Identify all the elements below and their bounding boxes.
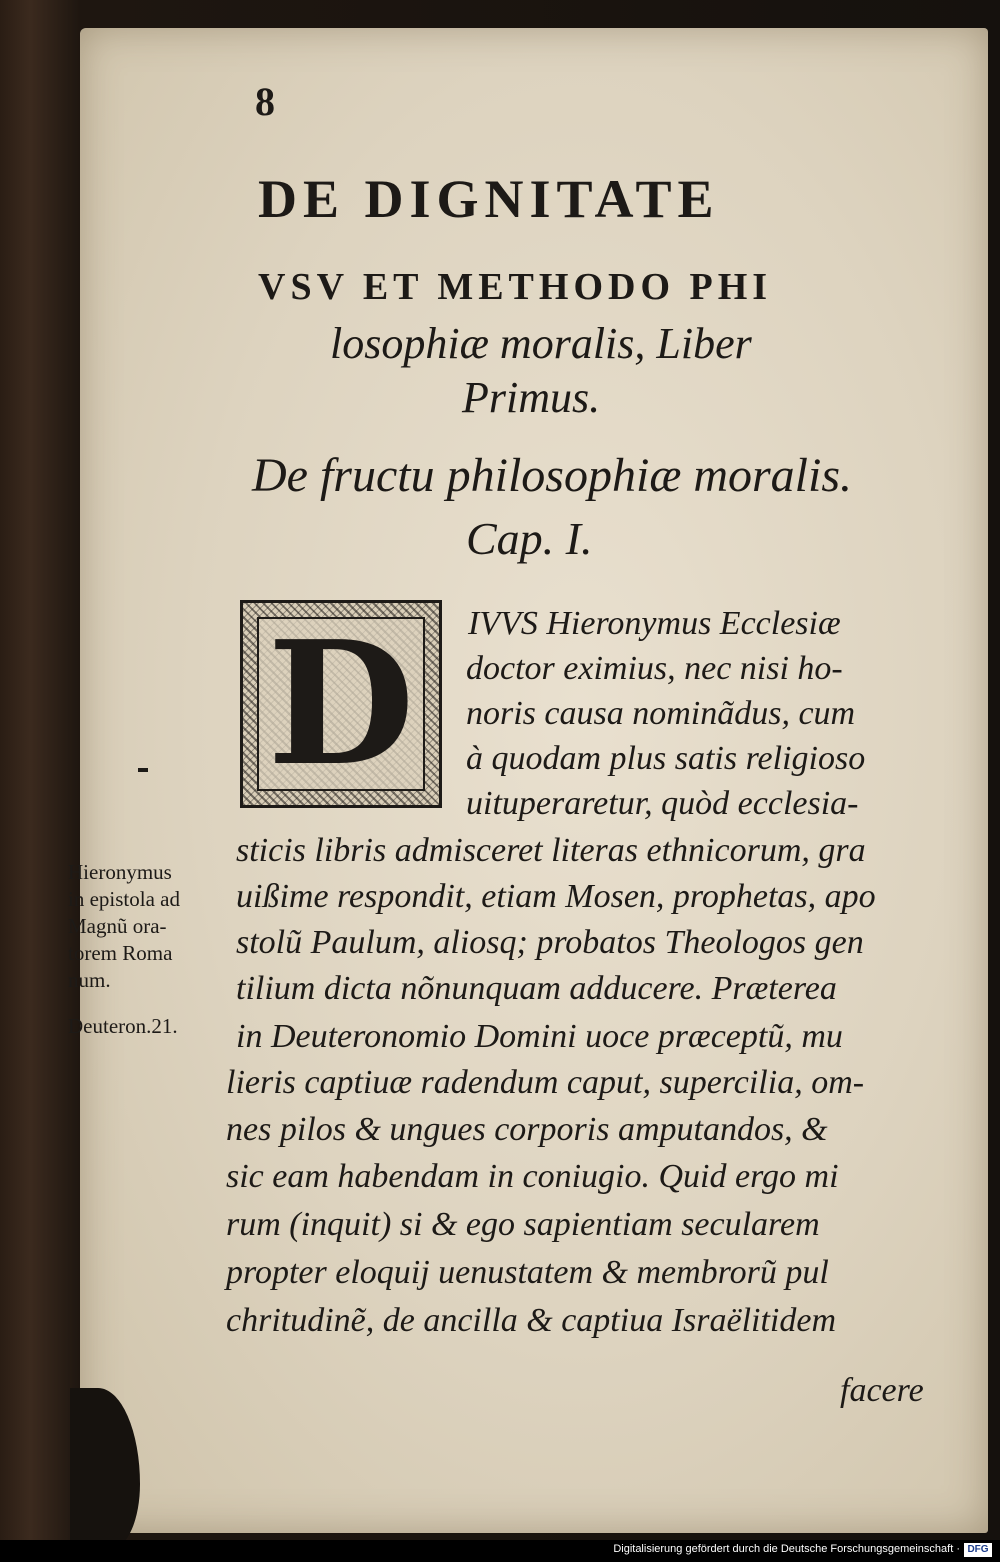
margin-reference: Deuteron.21. [68, 1014, 178, 1038]
body-line: sic eam habendam in coniugio. Quid ergo mi [226, 1158, 839, 1195]
title-line-2: VSV ET METHODO PHI [258, 266, 773, 308]
dfg-logo[interactable]: DFG [964, 1543, 992, 1557]
margin-note-line: Hieronymus [68, 860, 172, 884]
body-line: uituperaretur, quòd ecclesia- [466, 785, 859, 822]
page-number: 8 [255, 79, 275, 124]
body-line: stolũ Paulum, aliosq; probatos Theologos gen [236, 924, 864, 961]
body-line: IVVS Hieronymus Ecclesiæ [468, 605, 841, 642]
title-line-1: DE DIGNITATE [258, 169, 720, 229]
margin-note-line: num. [68, 968, 111, 992]
initial-letter: D [267, 604, 415, 804]
body-line: noris causa nominãdus, cum [466, 695, 856, 732]
body-line: rum (inquit) si & ego sapientiam secularem [226, 1206, 820, 1243]
body-line: tilium dicta nõnunquam adducere. Præterea [236, 970, 837, 1007]
margin-note-line: Magnũ ora- [68, 914, 167, 938]
body-line: chritudinẽ, de ancilla & captiua Israëlitidem [226, 1302, 837, 1339]
body-line: doctor eximius, nec nisi ho- [466, 650, 843, 687]
catchword: facere [840, 1372, 924, 1409]
body-line: sticis libris admisceret literas ethnicorum, gra [236, 832, 866, 869]
footer-credit: Digitalisierung gefördert durch die Deutsche Forschungsgemeinschaft · [613, 1543, 960, 1555]
chapter-heading: De fructu philosophiæ moralis. [252, 449, 853, 502]
margin-note-line: in epistola ad [68, 887, 180, 911]
body-line: à quodam plus satis religioso [466, 740, 866, 777]
margin-note-line: torem Roma [68, 941, 173, 965]
chapter-number: Cap. I. [466, 513, 593, 564]
title-line-4: Primus. [462, 373, 601, 422]
body-line: in Deuteronomio Domini uoce præceptũ, mu [236, 1018, 843, 1055]
body-line: nes pilos & ungues corporis amputandos, & [226, 1111, 828, 1148]
body-line: propter eloquij uenustatem & membrorũ pul [226, 1254, 829, 1291]
body-line: uißime respondit, etiam Mosen, prophetas, apo [236, 878, 876, 915]
margin-dash-mark [138, 768, 148, 772]
title-line-3: losophiæ moralis, Liber [330, 319, 752, 368]
body-line: lieris captiuæ radendum caput, supercilia, om- [226, 1064, 865, 1101]
initial-frame [257, 604, 425, 804]
decorated-initial [240, 600, 442, 808]
